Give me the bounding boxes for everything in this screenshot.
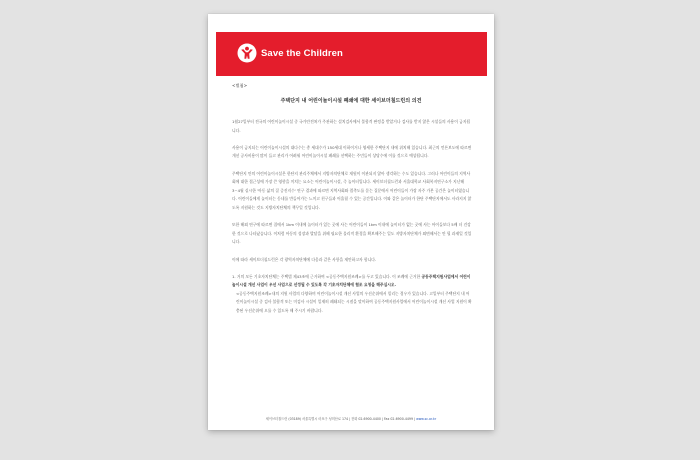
paragraph: 이에 따라 세이브더칠드런은 각 광역자치단체에 다음과 같은 사항을 제안하고자 합니다. bbox=[232, 256, 377, 262]
sub-paragraph: <공동주택지원조례>내의 지원 사업의 다양하며 어린이놀이시설 개선 사업의 우선순위에서 밀리는 경우가 있습니다. 고일부터 주택단지 내 어린이놀이시설 중 검사 불합격 또는 미검사 시설이 일제히 폐쇄되는 시점을 맞이하여 공동주택지원사업에서 어린이놀이시설 개선 사업 지원이 확충된 우선순위에 오를 수 있도록 해 주시기 바랍니다. bbox=[236, 290, 472, 314]
list-item-emphasis: 공동주택지원사업에서 어린이놀이시설 개선 사업이 우선 사업으로 선정될 수 있도록 각 기초자치단체에 협조 요청을 해주십시오. bbox=[232, 273, 471, 288]
paragraph: 사용이 금지되는 어린이놀이시설의 대다수는 총 세대수가 150세대 이하이거나 영세한 주택단지 내에 위치해 있습니다. 최근의 언론보도에 따르면 개선 공사비용이 많이 들고 관리가 어려워 어린이놀이시설 폐쇄를 선택하는 주민들이 상당수에 이를 것으로 예상됩니다. bbox=[232, 144, 472, 159]
save-the-children-logo-icon bbox=[237, 43, 257, 63]
logo bbox=[237, 43, 343, 63]
footer bbox=[208, 416, 494, 421]
list-item bbox=[232, 273, 472, 290]
paragraph: 1월27일부터 전국의 어린이놀이시설 중 국가안전처가 주관하는 설치검사에서 불합격 판정을 받았거나 검사를 받지 않은 시설들의 사용이 금지됩니다. bbox=[232, 119, 471, 133]
attachment-label: <별첨> bbox=[232, 83, 248, 88]
paragraph: 또한 해외 연구에 따르면 집에서 1km 이내에 놀이터가 있는 곳에 사는 어린이들이 1km 이내에 놀이터가 없는 곳에 사는 아이들보다 5배 더 건강한 것으로 나타났습니다. 이처럼 아동의 성장과 발달을 위해 필요한 물리적 환경을 확보해주는 일도 지방자치단체가 외면해서는 안 될 과제일 것입니다. bbox=[232, 222, 472, 245]
footer-text: 세이브더칠드런 (03189) 서울특별시 마포구 성미산로 174 | 전화 02-6900-4400 | Fax 02-6900-4499 | bbox=[265, 417, 416, 421]
footer-link[interactable]: www.sc.or.kr bbox=[416, 417, 437, 421]
document-title: 주택단지 내 어린이놀이시설 폐쇄에 대한 세이브더칠드런의 의견 bbox=[280, 98, 422, 104]
document-page bbox=[208, 14, 494, 430]
brand-banner bbox=[216, 32, 487, 76]
paragraph: 주택단지 안의 어린이놀이시설은 한단지 관리주체에서 지방자치단체로 재원이 이관되지 않아 생각하는 수도 있습니다. 그러나 어린이들의 지역사회에 대한 접근성에 가장 큰 영향을 끼치는 요소는 어린이놀이시설, 즉 놀이터입니다. 세이브더칠드런과 서울대학교 사회복지연구소가 지난해 3~4월 실시한 '아동 삶의 질 증진지수' 연구 결과에 따르면 지역사회와 접촉도를 묻는 질문에서 어린이들이 가장 자주 가본 공간은 놀이터였습니다. 어린이들에게 놀이터는 동네를 만들어가는 느끼고 친구들과 어울릴 수 있는 공간입니다. 이와 같은 놀이터가 한단 주택단지에서도 사라지지 않도록 지원하는 것도 지방자치단체의 책무일 것입니다. bbox=[232, 170, 472, 210]
document-body bbox=[232, 118, 472, 316]
brand-name: Save the Children bbox=[261, 47, 343, 59]
list-item-text: 1. 거의 모든 기초자치단체는 주택법 제43조에 근거하여 <공동주택지원조례>를 두고 있습니다. 이 조례에 근거한 bbox=[232, 273, 421, 279]
